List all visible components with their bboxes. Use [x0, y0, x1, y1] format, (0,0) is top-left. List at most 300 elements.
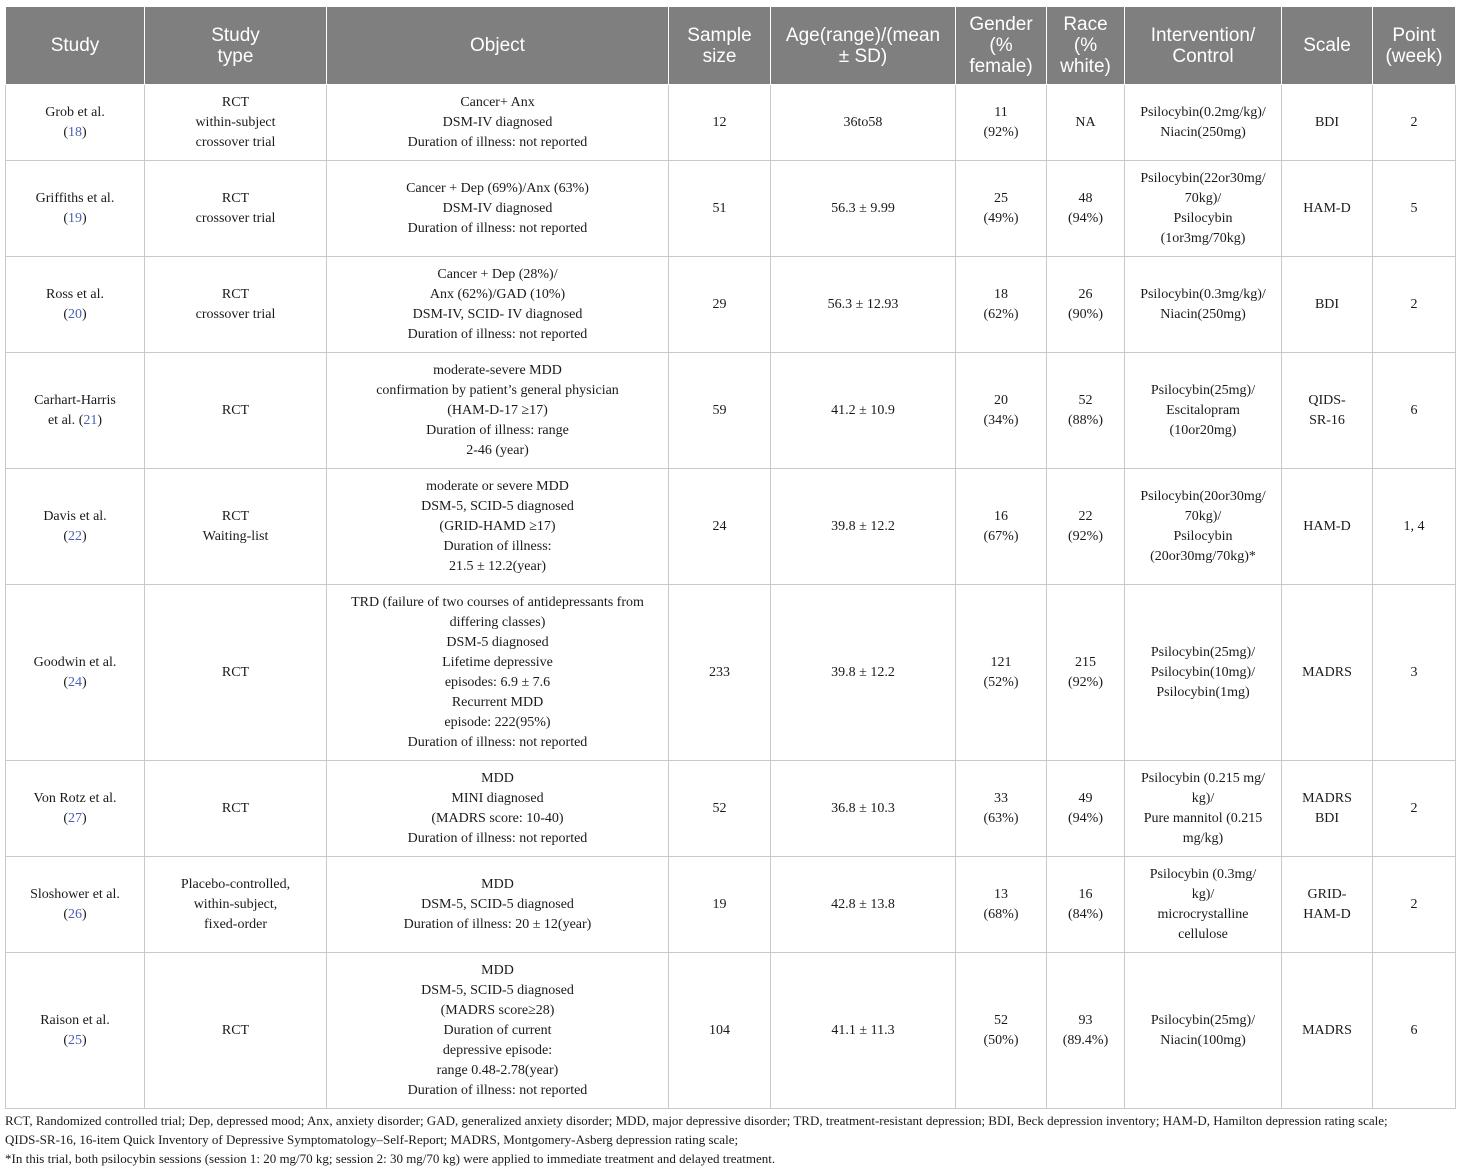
cell-line: Cancer+ Anx	[460, 94, 535, 110]
header-line: Sample	[687, 24, 752, 46]
header-study-type	[145, 7, 327, 85]
cell-line: Psilocybin(10mg)/	[1150, 664, 1256, 680]
cell-line: mg/kg)	[1182, 830, 1224, 846]
cell-line: 104	[709, 1022, 730, 1038]
cell-line: 70kg)/	[1184, 190, 1222, 206]
cell-line: Cancer + Dep (28%)/	[437, 266, 558, 282]
cell-line: 6	[1410, 1022, 1418, 1038]
cell-line: DSM-IV diagnosed	[442, 114, 553, 130]
cell-line: moderate or severe MDD	[426, 478, 569, 494]
cell-line: MDD	[481, 962, 514, 978]
cell-object	[327, 85, 669, 161]
cell-line: Waiting-list	[202, 528, 269, 544]
table-row	[6, 469, 1456, 585]
study-name-cont: et al.	[47, 412, 76, 428]
cell-line: RCT	[221, 94, 250, 110]
cell-line: Psilocybin	[1173, 210, 1233, 226]
cell-age	[771, 353, 956, 469]
table-row	[6, 953, 1456, 1109]
cell-gender	[956, 85, 1047, 161]
cell-gender	[956, 857, 1047, 953]
cell-line: DSM-5, SCID-5 diagnosed	[421, 896, 574, 912]
cell-line: MDD	[481, 876, 514, 892]
cell-line: 41.2 ± 10.9	[831, 402, 895, 418]
cell-line: (34%)	[983, 412, 1019, 428]
cell-scale	[1282, 857, 1373, 953]
cell-line: (94%)	[1068, 810, 1103, 826]
header-line: female)	[969, 56, 1033, 77]
cell-line: crossover trial	[195, 306, 276, 322]
cell-line: (50%)	[983, 1032, 1019, 1048]
cell-line: 93	[1078, 1012, 1093, 1028]
cell-line: 56.3 ± 12.93	[827, 296, 899, 312]
cell-study-type	[145, 353, 327, 469]
header-race	[1047, 7, 1125, 85]
table-row	[6, 353, 1456, 469]
header-line: white)	[1060, 56, 1111, 77]
cell-line: MADRS	[1302, 664, 1352, 680]
cell-sample-size	[669, 585, 771, 761]
study-name: Griffiths et al.	[35, 190, 115, 206]
cell-line: (20or30mg/70kg)*	[1150, 548, 1256, 564]
header-age	[771, 7, 956, 85]
cell-scale	[1282, 469, 1373, 585]
cell-sample-size	[669, 469, 771, 585]
cell-line: cellulose	[1178, 926, 1228, 942]
cell-scale	[1282, 257, 1373, 353]
cell-line: 19	[712, 896, 727, 912]
cell-line: 3	[1410, 664, 1418, 680]
cell-point	[1373, 857, 1456, 953]
cell-gender	[956, 953, 1047, 1109]
cell-line: confirmation by patient’s general physician	[376, 382, 619, 398]
cell-line: (GRID-HAMD ≥17)	[439, 518, 556, 534]
cell-line: 39.8 ± 12.2	[831, 664, 895, 680]
cell-line: (67%)	[983, 528, 1019, 544]
cell-line: Psilocybin(0.2mg/kg)/	[1140, 104, 1266, 120]
cell-point	[1373, 585, 1456, 761]
study-name: Carhart-Harris	[34, 392, 116, 408]
table-row	[6, 161, 1456, 257]
cell-line: 56.3 ± 9.99	[831, 200, 895, 216]
cell-line: (MADRS score≥28)	[440, 1002, 555, 1018]
cell-line: 52	[994, 1012, 1008, 1028]
cell-line: Cancer + Dep (69%)/Anx (63%)	[406, 180, 589, 196]
cell-study: Goodwin et al. (24)	[6, 585, 145, 761]
cell-race	[1047, 761, 1125, 857]
cell-line: HAM-D	[1303, 906, 1351, 922]
cell-race	[1047, 857, 1125, 953]
cell-line: 18	[994, 286, 1008, 302]
cell-line: 16	[994, 508, 1008, 524]
reference-link[interactable]: 27	[68, 810, 82, 826]
cell-line: DSM-IV, SCID- IV diagnosed	[412, 306, 583, 322]
cell-line: DSM-5, SCID-5 diagnosed	[421, 498, 574, 514]
cell-line: 12	[712, 114, 727, 130]
cell-intervention	[1125, 857, 1282, 953]
cell-point	[1373, 353, 1456, 469]
cell-line: 2	[1410, 896, 1418, 912]
cell-line: 29	[712, 296, 727, 312]
cell-point	[1373, 85, 1456, 161]
table-row	[6, 257, 1456, 353]
study-name: Grob et al.	[45, 104, 105, 120]
cell-gender	[956, 469, 1047, 585]
cell-line: 33	[994, 790, 1008, 806]
cell-line: 52	[1078, 392, 1093, 408]
cell-study-type	[145, 161, 327, 257]
cell-line: Niacin(100mg)	[1160, 1032, 1246, 1048]
cell-line: Niacin(250mg)	[1160, 306, 1246, 322]
cell-sample-size	[669, 85, 771, 161]
cell-line: DSM-5, SCID-5 diagnosed	[421, 982, 574, 998]
cell-line: (HAM-D-17 ≥17)	[447, 402, 548, 418]
cell-line: depressive episode:	[442, 1042, 553, 1058]
cell-object	[327, 161, 669, 257]
cell-line: SR-16	[1309, 412, 1345, 428]
table-row	[6, 857, 1456, 953]
cell-line: 49	[1078, 790, 1093, 806]
header-gender	[956, 7, 1047, 85]
cell-line: BDI	[1314, 114, 1340, 130]
cell-point	[1373, 953, 1456, 1109]
cell-line: Duration of illness: not reported	[407, 734, 588, 750]
cell-line: (62%)	[983, 306, 1019, 322]
cell-study: Sloshower et al. (26)	[6, 857, 145, 953]
footnote-abbreviations-cont: QIDS-SR-16, 16-item Quick Inventory of Depressive Symptomatology–Self-Report; MADRS, Montgomery-Asberg depression rating scale;	[5, 1132, 739, 1147]
cell-line: 36.8 ± 10.3	[831, 800, 895, 816]
cell-line: MADRS	[1302, 790, 1352, 806]
cell-race	[1047, 353, 1125, 469]
cell-line: 6	[1410, 402, 1418, 418]
cell-intervention	[1125, 469, 1282, 585]
cell-intervention	[1125, 353, 1282, 469]
cell-line: Psilocybin(25mg)/	[1150, 644, 1256, 660]
cell-line: 1, 4	[1403, 518, 1425, 534]
reference-link[interactable]: 22	[68, 528, 82, 544]
cell-object	[327, 761, 669, 857]
cell-sample-size	[669, 161, 771, 257]
header-row	[6, 7, 1456, 85]
cell-race	[1047, 953, 1125, 1109]
cell-age	[771, 85, 956, 161]
study-name: Davis et al.	[43, 508, 107, 524]
cell-line: 26	[1078, 286, 1093, 302]
cell-line: (10or20mg)	[1169, 422, 1237, 438]
cell-age	[771, 857, 956, 953]
cell-line: 20	[994, 392, 1008, 408]
table-row	[6, 761, 1456, 857]
table-container	[5, 6, 1455, 1109]
header-sample-size	[669, 7, 771, 85]
cell-point	[1373, 469, 1456, 585]
cell-line: Escitalopram	[1166, 402, 1240, 418]
cell-line: crossover trial	[195, 134, 276, 150]
cell-study: Von Rotz et al. (27)	[6, 761, 145, 857]
reference-link[interactable]: 20	[68, 306, 82, 322]
cell-line: 233	[709, 664, 730, 680]
cell-gender	[956, 585, 1047, 761]
header-line: Age(range)/(mean	[785, 24, 941, 46]
cell-line: Duration of illness: not reported	[407, 830, 588, 846]
cell-study-type	[145, 257, 327, 353]
reference-link[interactable]: 19	[68, 210, 82, 226]
reference-link[interactable]: 24	[68, 674, 82, 690]
cell-age	[771, 953, 956, 1109]
cell-line: Psilocybin(1mg)	[1156, 684, 1250, 700]
cell-study-type	[145, 469, 327, 585]
cell-line: 41.1 ± 11.3	[831, 1022, 895, 1038]
cell-line: (90%)	[1068, 306, 1103, 322]
cell-age	[771, 585, 956, 761]
cell-line: 48	[1078, 190, 1093, 206]
cell-line: Psilocybin (0.215 mg/	[1140, 770, 1266, 786]
header-line: Point	[1392, 24, 1436, 46]
cell-study-type	[145, 857, 327, 953]
cell-line: DSM-IV diagnosed	[442, 200, 553, 216]
header-line: ± SD)	[838, 45, 888, 67]
study-name: Von Rotz et al.	[33, 790, 117, 806]
cell-line: BDI	[1314, 296, 1340, 312]
cell-line: Duration of illness: not reported	[407, 134, 588, 150]
cell-scale	[1282, 85, 1373, 161]
cell-study-type	[145, 85, 327, 161]
cell-line: Psilocybin(25mg)/	[1150, 382, 1256, 398]
study-name: Ross et al.	[46, 286, 104, 302]
cell-line: Placebo-controlled,	[180, 876, 291, 892]
cell-line: kg)/	[1191, 886, 1215, 902]
cell-line: 70kg)/	[1184, 508, 1222, 524]
cell-line: Duration of illness: not reported	[407, 1082, 588, 1098]
cell-line: episode: 222(95%)	[444, 714, 551, 730]
footnotes	[5, 1111, 1457, 1168]
cell-scale	[1282, 353, 1373, 469]
cell-line: RCT	[221, 286, 250, 302]
cell-line: 52	[712, 800, 727, 816]
header-line: Object	[470, 35, 525, 56]
header-line: (week)	[1385, 45, 1443, 67]
cell-study: Raison et al. (25)	[6, 953, 145, 1109]
header-line: (%	[1073, 35, 1098, 56]
cell-line: 2-46 (year)	[466, 442, 529, 458]
cell-line: 11	[994, 104, 1008, 120]
cell-study: Carhart-Harris et al. (21)	[6, 353, 145, 469]
reference-link[interactable]: 25	[68, 1032, 82, 1048]
cell-intervention	[1125, 585, 1282, 761]
cell-intervention	[1125, 257, 1282, 353]
header-line: (%	[989, 35, 1013, 56]
cell-line: within-subject,	[193, 896, 278, 912]
cell-line: MDD	[481, 770, 514, 786]
cell-line: moderate-severe MDD	[433, 362, 562, 378]
cell-scale	[1282, 761, 1373, 857]
cell-study: Ross et al. (20)	[6, 257, 145, 353]
cell-line: (68%)	[983, 906, 1019, 922]
cell-intervention	[1125, 761, 1282, 857]
cell-study-type	[145, 585, 327, 761]
cell-line: RCT	[221, 664, 250, 680]
cell-line: 25	[994, 190, 1008, 206]
cell-line: Anx (62%)/GAD (10%)	[429, 286, 566, 302]
cell-line: (52%)	[983, 674, 1019, 690]
cell-line: (92%)	[1068, 528, 1103, 544]
cell-object	[327, 469, 669, 585]
cell-study: Griffiths et al. (19)	[6, 161, 145, 257]
cell-line: 22	[1078, 508, 1093, 524]
cell-line: Psilocybin(22or30mg/	[1140, 170, 1266, 186]
cell-line: differing classes)	[449, 614, 546, 630]
cell-line: 2	[1410, 800, 1418, 816]
cell-intervention	[1125, 161, 1282, 257]
cell-race	[1047, 85, 1125, 161]
cell-line: Recurrent MDD	[451, 694, 544, 710]
cell-point	[1373, 761, 1456, 857]
cell-line: RCT	[221, 800, 250, 816]
cell-line: Pure mannitol (0.215	[1143, 810, 1263, 826]
cell-study-type	[145, 761, 327, 857]
cell-line: within-subject	[195, 114, 276, 130]
cell-line: QIDS-	[1308, 392, 1346, 408]
cell-line: MADRS	[1302, 1022, 1352, 1038]
cell-line: BDI	[1314, 810, 1340, 826]
cell-object	[327, 585, 669, 761]
cell-line: RCT	[221, 402, 250, 418]
cell-object	[327, 257, 669, 353]
cell-line: (88%)	[1068, 412, 1103, 428]
cell-line: (89.4%)	[1062, 1032, 1109, 1048]
cell-race	[1047, 257, 1125, 353]
cell-line: episodes: 6.9 ± 7.6	[444, 674, 551, 690]
cell-line: RCT	[221, 1022, 250, 1038]
header-study	[6, 7, 145, 85]
cell-gender	[956, 257, 1047, 353]
cell-line: Duration of illness: range	[426, 422, 569, 438]
reference-link[interactable]: 26	[68, 906, 82, 922]
cell-study: Grob et al. (18)	[6, 85, 145, 161]
header-line: type	[217, 45, 254, 67]
cell-line: 2	[1410, 114, 1418, 130]
cell-age	[771, 761, 956, 857]
cell-line: HAM-D	[1303, 200, 1351, 216]
cell-race	[1047, 585, 1125, 761]
cell-object	[327, 353, 669, 469]
cell-line: Niacin(250mg)	[1160, 124, 1246, 140]
cell-scale	[1282, 585, 1373, 761]
footnote-asterisk: *In this trial, both psilocybin sessions (session 1: 20 mg/70 kg; session 2: 30 mg/70 kg) were applied to immediate treatment and delayed treatment.	[5, 1151, 776, 1166]
cell-sample-size	[669, 761, 771, 857]
cell-line: fixed-order	[204, 916, 267, 932]
cell-line: 39.8 ± 12.2	[831, 518, 895, 534]
study-name: Raison et al.	[40, 1012, 110, 1028]
cell-sample-size	[669, 257, 771, 353]
cell-object	[327, 857, 669, 953]
cell-line: (MADRS score: 10-40)	[431, 810, 564, 826]
cell-study: Davis et al. (22)	[6, 469, 145, 585]
cell-line: Psilocybin (0.3mg/	[1149, 866, 1257, 882]
cell-race	[1047, 161, 1125, 257]
header-line: Intervention/	[1150, 24, 1256, 46]
cell-line: (92%)	[1068, 674, 1103, 690]
cell-line: 2	[1410, 296, 1418, 312]
footnote-abbreviations: RCT, Randomized controlled trial; Dep, depressed mood; Anx, anxiety disorder; GAD, generalized anxiety disorder; MDD, major depressive disorder; TRD, treatment-resistant depression; BDI, Beck depression inventory; HAM-D, Hamilton depression rating scale;	[5, 1113, 1388, 1128]
cell-gender	[956, 353, 1047, 469]
cell-line: Psilocybin	[1173, 528, 1233, 544]
cell-line: MINI diagnosed	[451, 790, 544, 806]
cell-line: 5	[1410, 200, 1418, 216]
cell-line: NA	[1075, 114, 1096, 130]
cell-line: 42.8 ± 13.8	[831, 896, 895, 912]
table-row	[6, 585, 1456, 761]
cell-line: (94%)	[1068, 210, 1103, 226]
cell-sample-size	[669, 953, 771, 1109]
studies-table	[5, 6, 1456, 1109]
cell-line: (49%)	[983, 210, 1019, 226]
header-object	[327, 7, 669, 85]
cell-race	[1047, 469, 1125, 585]
cell-line: microcrystalline	[1157, 906, 1249, 922]
header-line: size	[702, 45, 737, 67]
cell-scale	[1282, 953, 1373, 1109]
cell-age	[771, 469, 956, 585]
cell-line: 121	[990, 654, 1012, 670]
cell-gender	[956, 761, 1047, 857]
cell-line: (63%)	[983, 810, 1019, 826]
cell-line: 51	[712, 200, 727, 216]
cell-age	[771, 161, 956, 257]
cell-line: 16	[1078, 886, 1093, 902]
reference-link[interactable]: 21	[83, 412, 98, 428]
cell-study-type	[145, 953, 327, 1109]
cell-line: Duration of illness: not reported	[407, 326, 588, 342]
cell-line: DSM-5 diagnosed	[446, 634, 549, 650]
cell-object	[327, 953, 669, 1109]
table-body	[6, 85, 1456, 1109]
header-line: Study	[211, 24, 260, 46]
header-line: Study	[50, 35, 100, 56]
header-scale	[1282, 7, 1373, 85]
cell-line: Psilocybin(0.3mg/kg)/	[1140, 286, 1266, 302]
header-point	[1373, 7, 1456, 85]
reference-link[interactable]: 18	[68, 124, 82, 140]
cell-age	[771, 257, 956, 353]
cell-line: Duration of illness:	[443, 538, 552, 554]
study-name: Goodwin et al.	[33, 654, 117, 670]
header-line: Control	[1172, 45, 1234, 67]
cell-line: 215	[1075, 654, 1096, 670]
cell-line: 59	[712, 402, 727, 418]
cell-line: Psilocybin(25mg)/	[1150, 1012, 1256, 1028]
cell-intervention	[1125, 953, 1282, 1109]
cell-line: 36to58	[843, 114, 883, 130]
header-intervention	[1125, 7, 1282, 85]
cell-line: Duration of current	[443, 1022, 552, 1038]
cell-line: Duration of illness: not reported	[407, 220, 588, 236]
header-line: Gender	[969, 14, 1033, 35]
cell-sample-size	[669, 353, 771, 469]
header-line: Scale	[1303, 35, 1351, 56]
cell-line: (84%)	[1068, 906, 1103, 922]
cell-line: 21.5 ± 12.2(year)	[448, 558, 547, 574]
cell-line: Psilocybin(20or30mg/	[1140, 488, 1266, 504]
cell-line: kg)/	[1191, 790, 1215, 806]
cell-line: 24	[712, 518, 727, 534]
header-line: Race	[1063, 14, 1108, 35]
cell-line: crossover trial	[195, 210, 276, 226]
cell-line: Duration of illness: 20 ± 12(year)	[403, 916, 592, 932]
cell-line: 13	[994, 886, 1008, 902]
study-name: Sloshower et al.	[30, 886, 120, 902]
cell-intervention	[1125, 85, 1282, 161]
